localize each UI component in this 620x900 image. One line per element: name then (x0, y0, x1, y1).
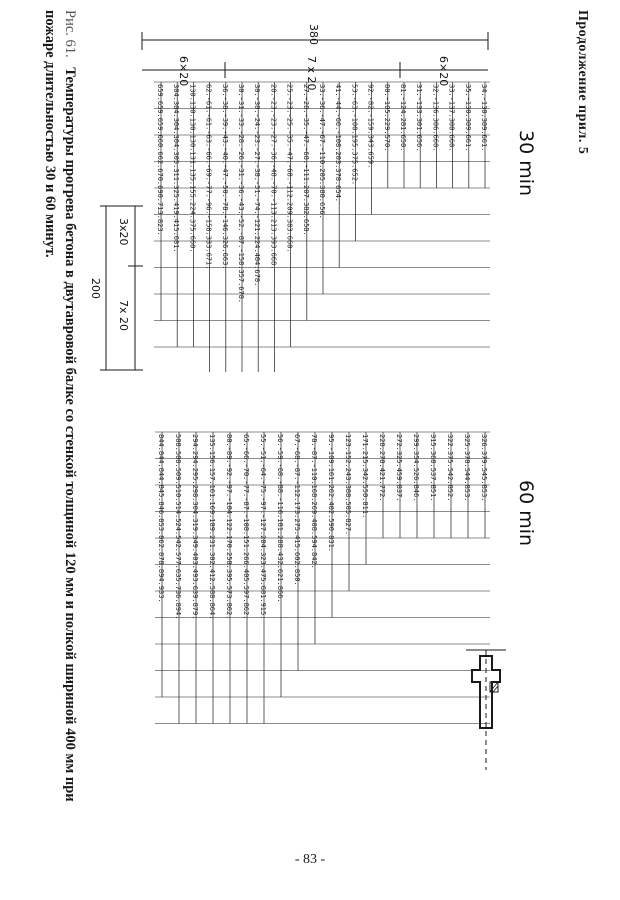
panel-30-min-label: 30 min (515, 130, 537, 197)
temperature-row: 123.152.243.388.585.827. (344, 434, 352, 536)
temperature-row: 92.-82.-159.343.659. (366, 84, 375, 169)
temperature-row: 294.294.295.298.304.319.349.403.493.639.879. (191, 434, 199, 620)
dim-top-seg: 6×20 (437, 56, 450, 87)
page-number: - 83 - (294, 852, 326, 867)
continuation-header: Продолжение прил. 5 (575, 10, 590, 155)
temperature-row: 34.-130.309.661. (480, 84, 488, 152)
panel-60-min (155, 432, 537, 724)
dim-right-seg: 7x 20 (117, 300, 130, 332)
temperature-row: 35.-130.309.661. (463, 84, 472, 152)
figure-caption (40, 10, 80, 830)
temperature-row: 56.-59.-68.-88.-116.181.288.432.621.866. (276, 434, 284, 603)
temperature-row: 81.-124.281.650. (399, 84, 407, 152)
temperature-row: 28.-23.-23.-27.-36.-48.-70.-113.213.393.668. (269, 84, 278, 270)
panel-30-min (154, 82, 537, 372)
temperature-row: 31.-133.301.656. (415, 84, 424, 152)
temperature-row: 25.-23.-25.-35.-47.-68.-112.209.383.660. (285, 84, 294, 253)
temperature-row: 30.-31.-33.-28.-26.-31.-36.-43.-52.-87.-158.357.678. (237, 84, 245, 304)
figure-svg (30, 10, 590, 870)
panel-60-min-label: 60 min (515, 480, 537, 547)
i-beam-cross-section-icon (466, 650, 506, 770)
panel-60-min-grid (155, 432, 490, 724)
temperature-row: 32.-136.306.660. (431, 84, 440, 152)
figure-caption-text: Температуры прогрева бетона в двутавровой балке со стенкой толщиной 120 мм и полкой шириной 400 мм при пожаре длительностью 30 и 60 минут. (42, 10, 78, 802)
temperature-row: 36.-38.-39.-43.-40.-47.-50.-78.-146.326.663. (220, 84, 229, 270)
temperature-row: 62.-61.-61.-63.-66.-69.-77.-96.-158.333.671. (204, 84, 213, 270)
figure-label: Рис. 61. (62, 10, 78, 58)
temperature-row: 27.-28.-35.-47.-68.-111.207.382.658. (301, 84, 310, 236)
panel-30-min-rows (156, 84, 488, 303)
temperature-row: 41.-44.-66.-108.203.378.654. (334, 84, 343, 203)
dim-bot-seg: 6×20 (177, 56, 190, 87)
temperature-row: 30.-30.-24.-23.-27.-38.-51.-74.-121.224.404.678. (253, 84, 262, 287)
panel-60-min-rows (157, 434, 488, 619)
dim-left-seg: 3x20 (117, 218, 130, 246)
temperature-row: 299.354.526.846. (412, 434, 420, 502)
temperature-row: 228.278.421.772. (378, 434, 386, 502)
dim-mid-seg: 7 x 20 (305, 56, 318, 91)
temperature-row: 659.659.659.660.662.670.690.713.823. (156, 84, 164, 236)
temperature-row: 272.325.459.837. (395, 434, 403, 502)
temperature-row: 65.-66.-70.-77.-87.-108.151.266.405.597.862. (242, 434, 250, 620)
temperature-row: 33.-36.-47.-67.-110.205.380.656. (318, 84, 326, 219)
temperature-row: 55.-51.-64.-75.-97.-127.204.323.475.681.915. (259, 434, 267, 620)
dim-width: 200 (89, 278, 102, 299)
temperature-row: 67.-68.-87.-112.173.275.415.602.850. (293, 434, 301, 586)
temperature-row: 508.508.509.510.514.524.542.577.635.736.894. (174, 434, 182, 620)
temperature-row: 53.-63.-100.195.375.652. (350, 84, 359, 186)
rotated-figure-sheet (30, 10, 590, 870)
temperature-row: 322.375.542.852. (446, 434, 454, 502)
temperature-row: 130.130.130.130.131.135.155.224.375.660. (188, 84, 197, 253)
temperature-row: 304.304.304.304.305.311.325.419.415.681. (172, 84, 181, 253)
temperature-row: 325.378.544.853. (463, 434, 471, 502)
temperature-row: 80.-89.-92.-97.-104.122.170.258.395.573.862. (225, 434, 233, 620)
temperature-row: 78.-87.-110.168.269.408.594.842. (310, 434, 318, 569)
temperature-row: 326.379.545.853. (480, 434, 488, 502)
temperature-row: 33.-137.300.660. (447, 84, 456, 152)
dim-total: 380 (307, 24, 320, 45)
temperature-row: 135.156.157.161.169.189.231.302.412.588.864. (208, 434, 216, 620)
temperature-row: 95.-109.161.262.402.590.831. (327, 434, 335, 553)
temperature-row: 80.-105.229.570. (382, 84, 391, 152)
temperature-row: 844.844.844.845.846.853.862.878.894.933. (157, 434, 165, 603)
temperature-row: 315.368.537.851. (429, 434, 437, 502)
temperature-row: 171.215.342.550.811. (361, 434, 369, 519)
